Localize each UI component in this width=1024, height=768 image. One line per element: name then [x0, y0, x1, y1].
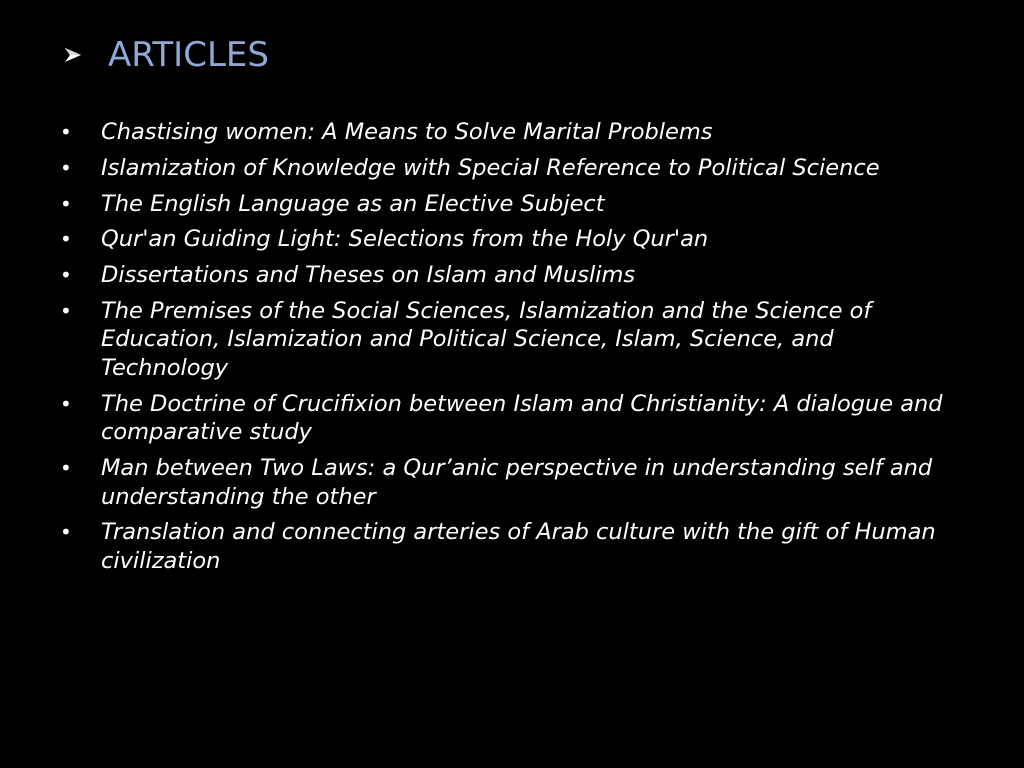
bullet-icon: • — [60, 520, 72, 545]
article-item — [58, 454, 958, 511]
article-title: The Premises of the Social Sciences, Islamization and the Science of Education, Islamization and Political Science, Islam, Science, and Technology — [101, 297, 872, 381]
article-title: Dissertations and Theses on Islam and Muslims — [101, 262, 636, 289]
arrowhead-bullet-icon — [62, 44, 84, 66]
article-title: Translation and connecting arteries of Arab culture with the gift of Human civilization — [101, 519, 936, 574]
article-item — [58, 261, 958, 290]
title-row — [62, 33, 269, 77]
bullet-icon: • — [60, 120, 72, 144]
article-title: Chastising women: A Means to Solve Marital Problems — [101, 119, 713, 145]
article-title: The Doctrine of Crucifixion between Islam and Christianity: A dialogue and comparative study — [101, 390, 943, 446]
article-item — [58, 390, 958, 447]
article-item — [58, 297, 958, 383]
article-item — [58, 225, 958, 254]
article-title: Man between Two Laws: a Qur’anic perspective in understanding self and understanding the other — [101, 455, 933, 510]
article-title: The English Language as an Elective Subject — [101, 190, 605, 217]
bullet-icon: • — [60, 227, 72, 252]
bullet-icon: • — [60, 391, 72, 416]
article-item — [58, 190, 958, 219]
article-title: Islamization of Knowledge with Special Reference to Political Science — [101, 154, 880, 181]
article-title: Qur'an Guiding Light: Selections from the Holy Qur'an — [101, 226, 709, 253]
bullet-icon: • — [60, 191, 72, 216]
bullet-icon: • — [60, 263, 72, 288]
article-item — [58, 118, 958, 147]
article-item — [58, 154, 958, 183]
article-list — [58, 118, 958, 583]
bullet-icon: • — [60, 298, 72, 323]
slide-title: ARTICLES — [108, 35, 269, 75]
bullet-icon: • — [60, 456, 72, 481]
article-item — [58, 518, 958, 575]
bullet-icon: • — [60, 155, 72, 180]
